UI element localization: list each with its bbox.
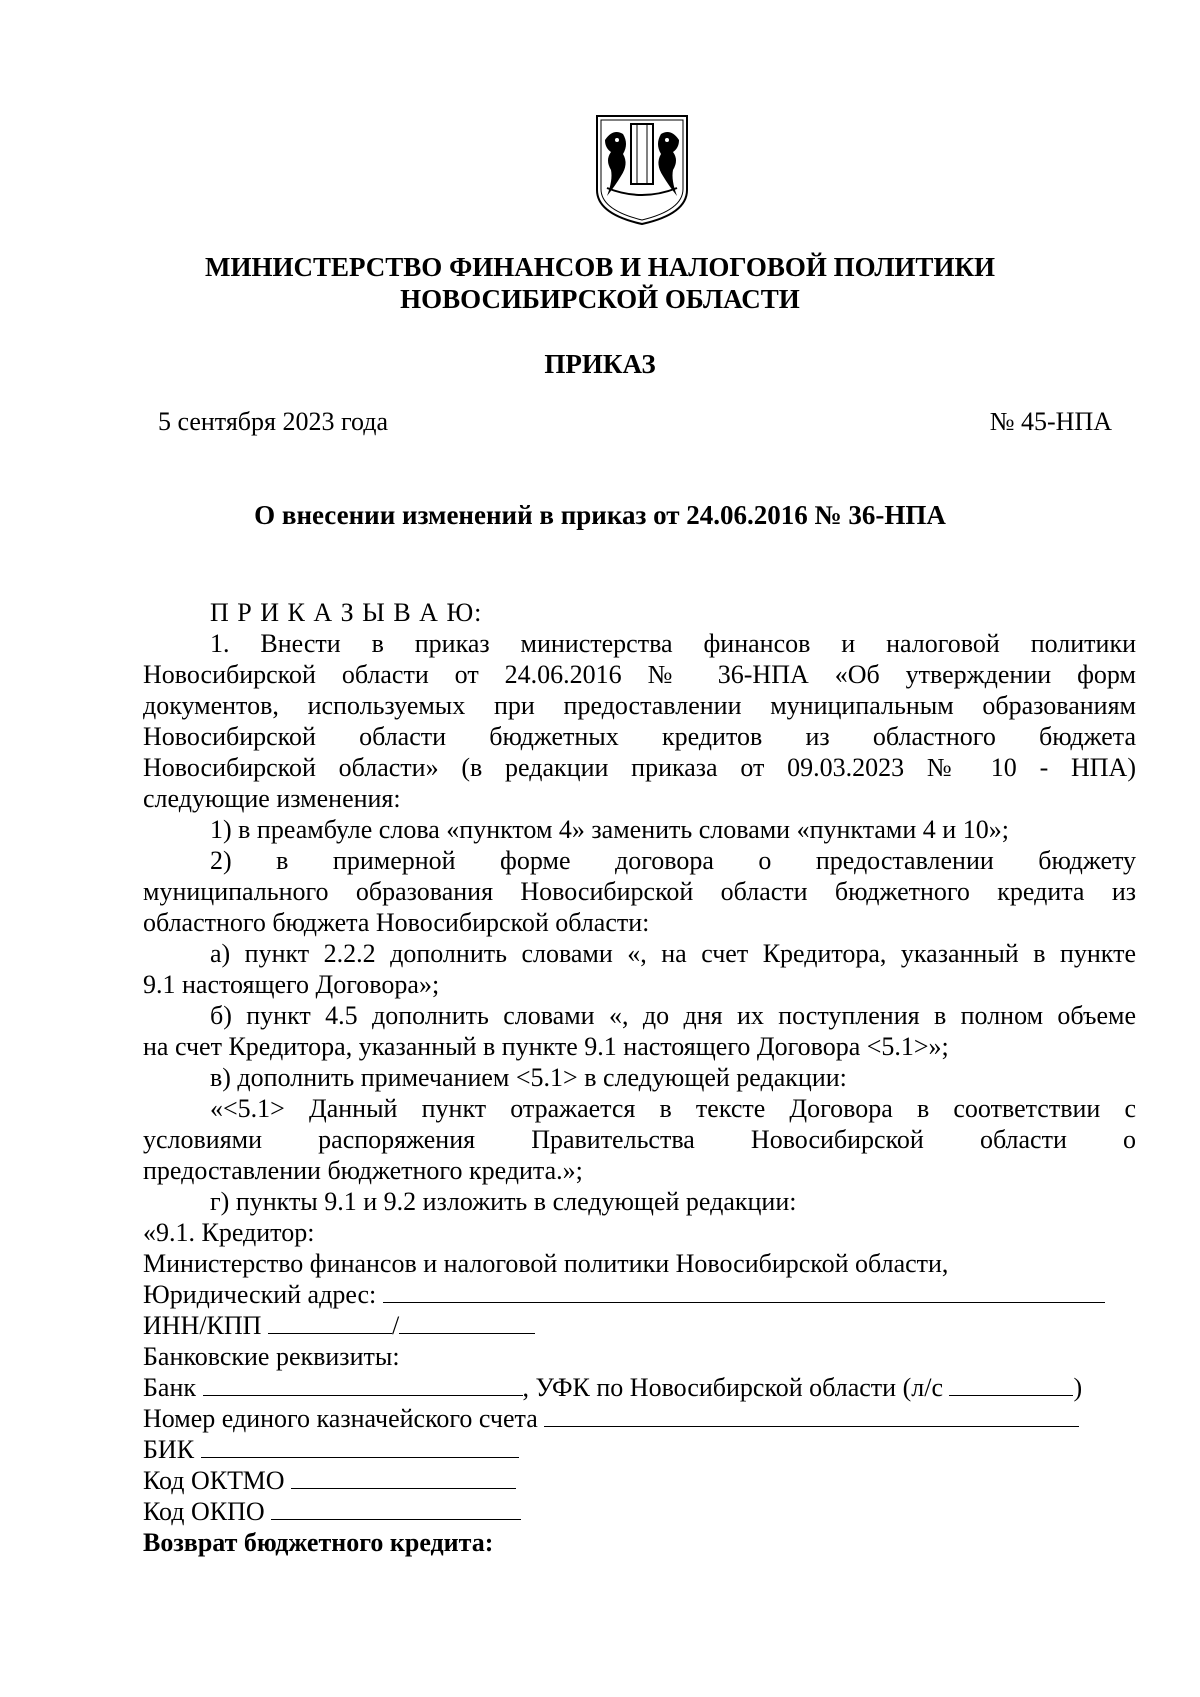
paragraph-line: б) пункт 4.5 дополнить словами «, до дня их поступления в полном объеме bbox=[210, 1001, 1136, 1030]
inn-field[interactable] bbox=[268, 1311, 392, 1334]
paragraph-1 bbox=[143, 628, 1136, 1558]
legal-address-row bbox=[143, 1279, 1136, 1310]
bank-label: Банк bbox=[143, 1373, 197, 1402]
order-word: П Р И К А З Ы В А Ю: bbox=[210, 598, 483, 627]
paragraph-line: областного бюджета Новосибирской области: bbox=[143, 908, 650, 937]
oktmo-row bbox=[143, 1465, 1136, 1496]
bik-field[interactable] bbox=[201, 1435, 519, 1458]
creditor-name: Министерство финансов и налоговой политики Новосибирской области, bbox=[143, 1249, 949, 1278]
item-1: 1) в преамбуле слова «пунктом 4» заменить словами «пунктами 4 и 10»; bbox=[210, 815, 1009, 844]
paragraph-line: а) пункт 2.2.2 дополнить словами «, на счет Кредитора, указанный в пункте bbox=[210, 939, 1136, 968]
bank-details-label: Банковские реквизиты: bbox=[143, 1342, 400, 1371]
treasury-account-field[interactable] bbox=[544, 1404, 1079, 1427]
oktmo-label: Код ОКТМО bbox=[143, 1466, 285, 1495]
okpo-field[interactable] bbox=[271, 1497, 521, 1520]
document-subject: О внесении изменений в приказ от 24.06.2016 № 36-НПА bbox=[254, 500, 946, 530]
treasury-account-row bbox=[143, 1403, 1136, 1434]
creditor-heading: «9.1. Кредитор: bbox=[143, 1218, 315, 1247]
paragraph-line: 2) в примерной форме договора о предоставлении бюджету bbox=[210, 846, 1136, 875]
paragraph-line: на счет Кредитора, указанный в пункте 9.1 настоящего Договора <5.1>»; bbox=[143, 1032, 949, 1061]
paragraph-line: Новосибирской области от 24.06.2016 № 36-НПА «Об утверждении форм bbox=[143, 660, 1136, 689]
item-v: в) дополнить примечанием <5.1> в следующей редакции: bbox=[210, 1063, 847, 1092]
paragraph-line: документов, используемых при предоставлении муниципальным образованиям bbox=[143, 691, 1136, 720]
document-number: № 45-НПА bbox=[989, 407, 1112, 436]
ministry-name-line1: МИНИСТЕРСТВО ФИНАНСОВ И НАЛОГОВОЙ ПОЛИТИКИ bbox=[204, 252, 996, 282]
inn-kpp-row bbox=[143, 1310, 1136, 1341]
document-date: 5 сентября 2023 года bbox=[158, 407, 389, 436]
ufk-label: , УФК по Новосибирской области (л/с bbox=[522, 1373, 943, 1402]
paragraph-line: предоставлении бюджетного кредита.»; bbox=[143, 1156, 583, 1185]
ministry-name-line2: НОВОСИБИРСКОЙ ОБЛАСТИ bbox=[400, 284, 800, 314]
inn-kpp-slash: / bbox=[391, 1311, 400, 1340]
bik-label: БИК bbox=[143, 1435, 195, 1464]
paragraph-line: следующие изменения: bbox=[143, 784, 401, 813]
document-type: ПРИКАЗ bbox=[544, 349, 656, 379]
coat-of-arms-icon bbox=[593, 110, 691, 228]
paragraph-line: 1. Внести в приказ министерства финансов и налоговой политики bbox=[210, 629, 1136, 658]
legal-address-label: Юридический адрес: bbox=[143, 1280, 377, 1309]
okpo-label: Код ОКПО bbox=[143, 1497, 265, 1526]
return-heading: Возврат бюджетного кредита: bbox=[143, 1528, 494, 1557]
item-g: г) пункты 9.1 и 9.2 изложить в следующей редакции: bbox=[210, 1187, 797, 1216]
paragraph-line: Новосибирской области бюджетных кредитов из областного бюджета bbox=[143, 722, 1136, 751]
okpo-row bbox=[143, 1496, 1136, 1527]
bank-field[interactable] bbox=[203, 1373, 523, 1396]
oktmo-field[interactable] bbox=[291, 1466, 516, 1489]
legal-address-field[interactable] bbox=[383, 1280, 1105, 1303]
paragraph-line: муниципального образования Новосибирской области бюджетного кредита из bbox=[143, 877, 1136, 906]
paragraph-line: Новосибирской области» (в редакции приказа от 09.03.2023 № 10 - НПА) bbox=[143, 753, 1136, 782]
inn-kpp-label: ИНН/КПП bbox=[143, 1311, 262, 1340]
paragraph-line: «<5.1> Данный пункт отражается в тексте Договора в соответствии с bbox=[210, 1094, 1136, 1123]
personal-account-field[interactable] bbox=[949, 1373, 1073, 1396]
kpp-field[interactable] bbox=[399, 1311, 535, 1334]
paragraph-line: условиями распоряжения Правительства Новосибирской области о bbox=[143, 1125, 1136, 1154]
paragraph-line: 9.1 настоящего Договора»; bbox=[143, 970, 440, 999]
close-paren: ) bbox=[1073, 1373, 1083, 1402]
bank-row bbox=[143, 1372, 1136, 1403]
treasury-account-label: Номер единого казначейского счета bbox=[143, 1404, 538, 1433]
bik-row bbox=[143, 1434, 1136, 1465]
